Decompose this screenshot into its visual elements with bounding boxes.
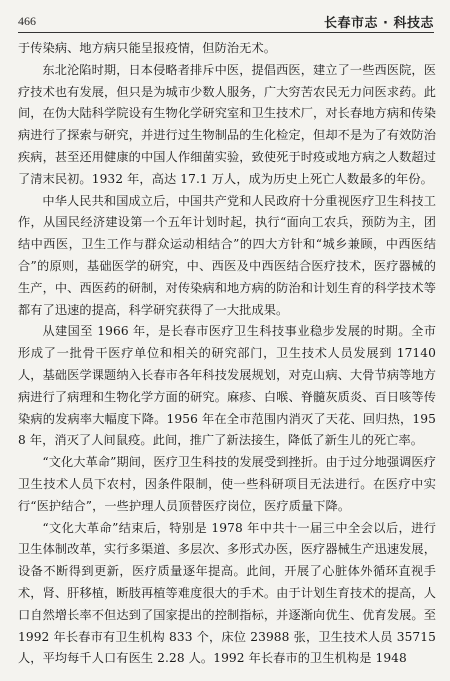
running-title: 长春市志 · 科技志 [324,16,434,31]
paragraph: “文化大革命”期间，医疗卫生科技的发展受到挫折。由于过分地强调医疗卫生技术人员下农村，因条件限制，使一些科研项目无法进行。在医疗中实行“医护结合”，一些护理人员顶替医疗岗位，医疗质量下降。 [18,455,436,513]
page-header [18,10,434,32]
page-number: 466 [18,14,36,28]
paragraph: 从建国至 1966 年，是长春市医疗卫生科技事业稳步发展的时期。全市形成了一批骨干医疗单位和相关的研究部门，卫生技术人员发展到 17140 人，基础医学课题纳入长春市各年科技发展规划，对克山病、大骨节病等地方病进行了病理和生物化学方面的研究。麻疹、白喉、脊髓灰质炎、百日咳等传染病的发病率大幅度下降。1956 年在全市范围内消灭了天花、回归热，1958 年，消灭了人间鼠疫。此间，推广了新法接生，降低了新生儿的死亡率。 [18,324,436,448]
paragraph: 东北沦陷时期，日本侵略者排斥中医，提倡西医，建立了一些西医院，医疗技术也有发展，但只是为城市少数人服务，广大穷苦农民无力问医求药。此间，在伪大陆科学院设有生物化学研究室和卫生技术厂，对长春地方病和传染病进行了探索与研究，并进行过生物制品的生化检定，但却不是为了有效防治疾病，甚至还用健康的中国人作细菌实验，致使死于时疫或地方病之人数超过了清末民初。1932 年，高达 17.1 万人，成为历史上死亡人数最多的年份。 [18,62,436,186]
body-text [18,38,436,670]
paragraph: 于传染病、地方病只能呈报疫情，但防治无术。 [18,41,277,55]
header-rule [18,32,434,33]
paragraph: 中华人民共和国成立后，中国共产党和人民政府十分重视医疗卫生科技工作，从国民经济建设第一个五年计划时起，执行“面向工农兵，预防为主，团结中西医，卫生工作与群众运动相结合”的四大方针和“城乡兼顾，中西医结合”的原则，基础医学的研究，中、西医及中西医结合医疗技术，医疗器械的生产，中、西医药的研制，对传染病和地方病的防治和计划生育的科学技术等都有了迅速的提高，科学研究获得了一大批成果。 [18,193,436,317]
paragraph: “文化大革命”结束后，特别是 1978 年中共十一届三中全会以后，进行卫生体制改革，实行多渠道、多层次、多形式办医，医疗器械生产迅速发展，设备不断得到更新，医疗质量逐年提高。此间，开展了心脏体外循环直视手术，肾、肝移植，断肢再植等难度很大的手术。由于计划生育技术的提高，人口自然增长率不但达到了国家提出的控制指标，并逐渐向优生、优育发展。至 1992 年长春市有卫生机构 833 个，床位 23988 张，卫生技术人员 35715 人，平均每千人口有医生 2.28 人。1992 年长春市的卫生机构是 1948 [18,520,436,666]
